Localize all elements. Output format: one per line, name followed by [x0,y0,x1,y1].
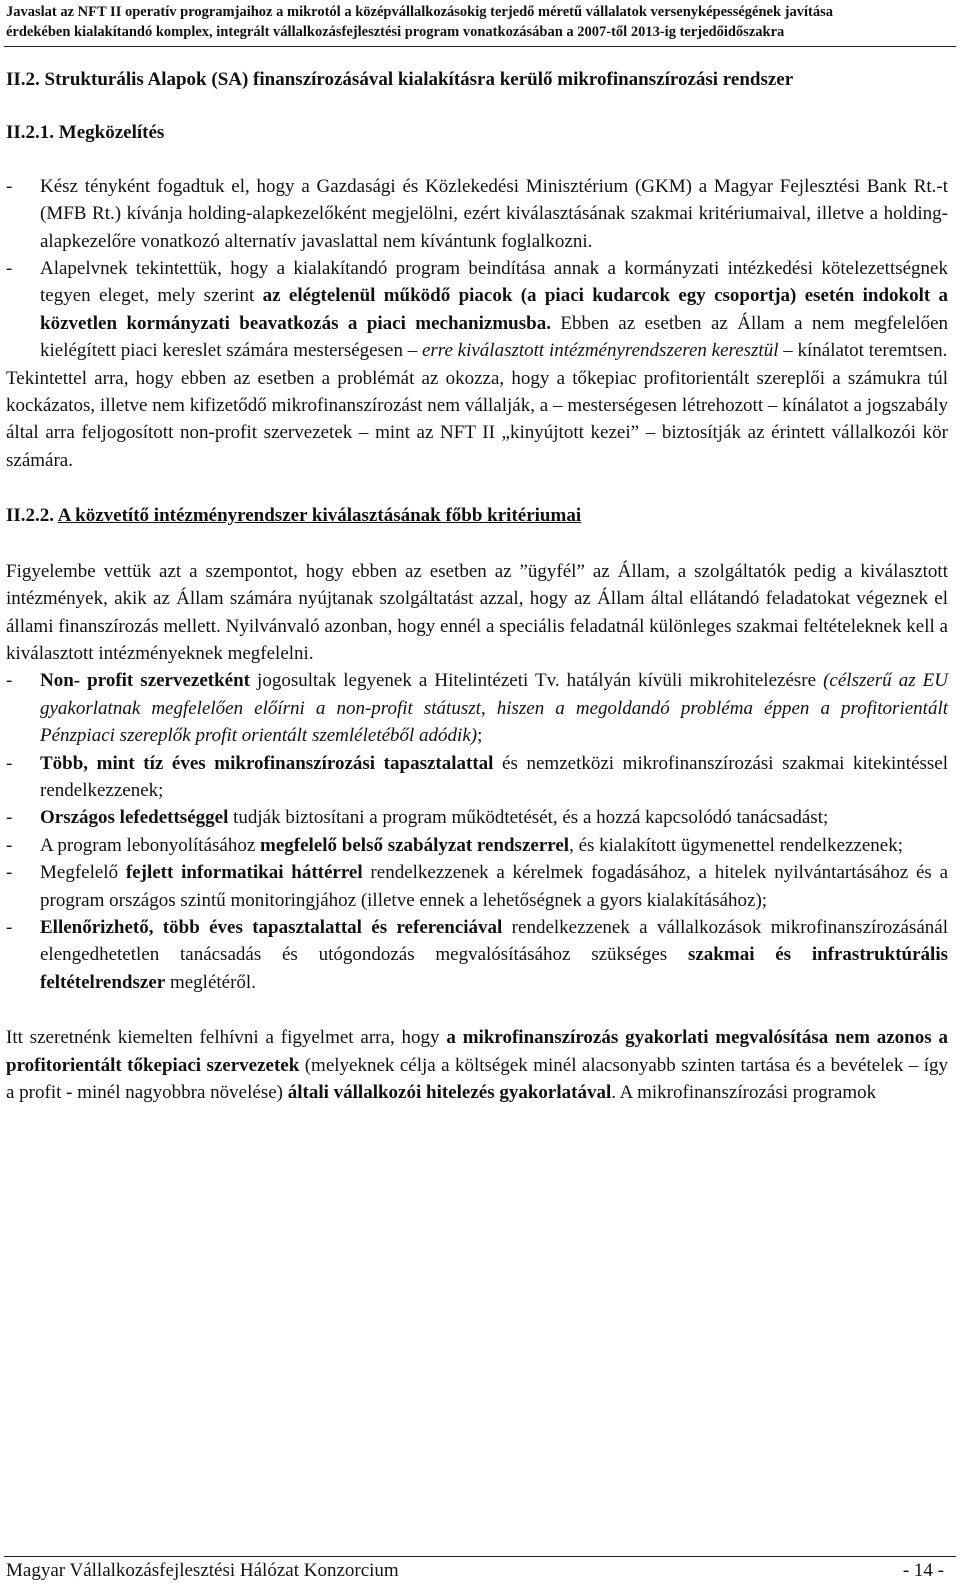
bullet-text: Kész tényként fogadtuk el, hogy a Gazdasági és Közlekedési Minisztérium (GKM) a Magyar Fejlesztési Bank Rt.-t (MFB Rt.) kívánja holding-alapkezelőként megjelölni, ezért kiválasztásának szakmai kritériumaival, illetve a holding-alapkezelőre vonatkozó alternatív javaslattal nem kívántunk foglalkozni. [40,175,948,252]
page-header [6,2,954,42]
header-line-1: Javaslat az NFT II operatív programjaihoz a mikrotól a középvállalkozásokig terjedő méretű vállalatok versenyképességének javítása [6,4,833,20]
paragraph: Itt szeretnénk kiemelten felhívni a figyelmet arra, hogy a mikrofinanszírozás gyakorlati megvalósítása nem azonos a profitorientált tőkepiaci szervezetek (melyeknek célja a költségek minél alacsonyabb szinten tartása és a bevételek – így a profit - minél nagyobbra növelése) általi vállalkozói hitelezés gyakorlatával. A mikrofinanszírozási programok [6,1027,948,1103]
paragraph: Tekintettel arra, hogy ebben az esetben a problémát az okozza, hogy a tőkepiac profitorientált szereplői a számukra túl kockázatos, illetve nem kifizetődő mikrofinanszírozást nem vállalják, a – mesterségesen létrehozott – kínálatot a jogszabály által arra feljogosított non-profit szervezetek – mint az NFT II „kinyújtott kezei” – biztosítják az érintett vállalkozói kör számára. [6,367,948,471]
list-item: - Megfelelő fejlett informatikai háttérrel rendelkezzenek a kérelmek fogadásához, a hitelek nyilvántartásához és a program országos szintű monitoringjához (illetve ennek a lehetőségnek a gyors kialakításához); [6,862,949,911]
footer-rule [4,1556,956,1557]
section-title: II.2. Strukturális Alapok (SA) finanszírozásával kialakításra kerülő mikrofinanszírozási rendszer [6,69,794,90]
header-line-2: érdekében kialakítandó komplex, integrált vállalkozásfejlesztési program vonatkozásában a 2007-től 2013-ig terjedőidőszakra [6,24,785,40]
list-item: - Alapelvnek tekintettük, hogy a kialakítandó program beindítása annak a kormányzati intézkedési kötelezettségnek tegyen eleget, mely szerint az elégtelenül működő piacok (a piaci kudarcok egy csoportja) esetén indokolt a közvetlen kormányzati beavatkozás a piaci mechanizmusba. Ebben az esetben az Állam a nem megfelelően kielégített piaci kereslet számára mesterségesen – erre kiválasztott intézményrendszeren keresztül – kínálatot teremtsen. [6,255,948,365]
list-item: - A program lebonyolításához megfelelő belső szabályzat rendszerrel, és kialakított ügymenettel rendelkezzenek; [6,834,904,856]
paragraph: Figyelembe vettük azt a szempontot, hogy ebben az esetben az ”ügyfél” az Állam, a szolgáltatók pedig a kiválasztott intézmények, akik az Állam számára nyújtanak szolgáltatást azzal, hogy az Állam által ellátandó feladatokat végeznek el állami finanszírozás mellett. Nyilvánvaló azonban, hogy ennél a speciális feladatnál különleges szakmai feltételeknek kell a kiválasztott intézményeknek megfelelni. [6,560,948,664]
list-item: - Non- profit szervezetként jogosultak legyenek a Hitelintézeti Tv. hatályán kívüli mikrohitelezésre (célszerű az EU gyakorlatnak megfelelően előírni a non-profit státuszt, hiszen a megoldandó probléma éppen a profitorientált Pénzpiaci szereplők profit orientált szemléletéből adódik); [6,670,948,747]
page-footer [6,1560,944,1582]
page-content [6,66,948,1106]
list-item: - Több, mint tíz éves mikrofinanszírozási tapasztalattal és nemzetközi mikrofinanszírozási szakmai kitekintéssel rendelkezzenek; [6,752,949,801]
list-item: - Ellenőrizhető, több éves tapasztalattal és referenciával rendelkezzenek a vállalkozások mikrofinanszírozásánál elengedhetetlen tanácsadás és utógondozás megvalósításához szükséges szakmai és infrastruktúrális feltételrendszer meglétéről. [6,916,949,993]
subsection-title-1: II.2.1. Megközelítés [6,122,165,144]
header-rule [4,46,956,47]
subsection-title-2: II.2.2. A közvetítő intézményrendszer kiválasztásának főbb kritériumai [6,505,582,527]
footer-org: Magyar Vállalkozásfejlesztési Hálózat Konzorcium [6,1560,399,1581]
bullet-text: Alapelvnek tekintettük, hogy a kialakítandó program beindítása annak a kormányzati intézkedési kötelezettségnek tegyen eleget, mely szerint az elégtelenül működő piacok (a piaci kudarcok egy csoportja) esetén indokolt a közvetlen kormányzati beavatkozás a piaci mechanizmusba. Ebben az esetben az Állam a nem megfelelően kielégített piaci kereslet számára mesterségesen – erre kiválasztott intézményrendszeren keresztül – kínálatot teremtsen. [40,258,948,362]
page-number: - 14 - [902,1560,944,1581]
list-item: - Országos lefedettséggel tudják biztosítani a program működtetését, és a hozzá kapcsolódó tanácsadást; [6,807,829,829]
list-item: - Kész tényként fogadtuk el, hogy a Gazdasági és Közlekedési Minisztérium (GKM) a Magyar Fejlesztési Bank Rt.-t (MFB Rt.) kívánja holding-alapkezelőként megjelölni, ezért kiválasztásának szakmai kritériumaival, illetve a holding-alapkezelőre vonatkozó alternatív javaslattal nem kívántunk foglalkozni. [6,173,948,255]
